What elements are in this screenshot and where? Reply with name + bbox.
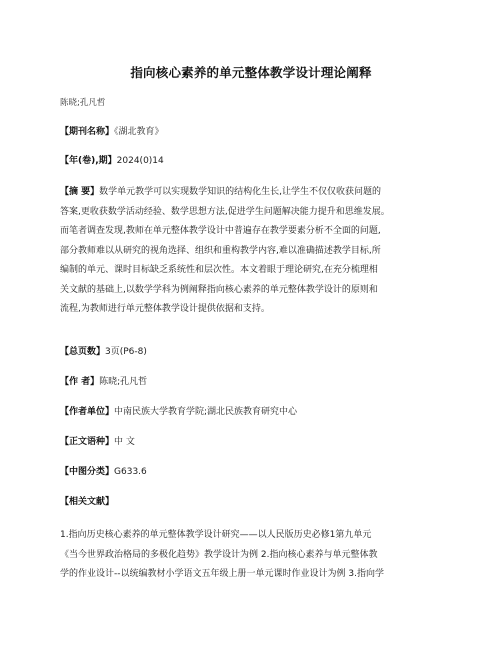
- abstract-line: 答案,更收获数学活动经验、数学思想方法,促进学生问题解决能力提升和思维发展。: [60, 206, 390, 217]
- journal-label: 【期刊名称】: [60, 127, 115, 137]
- page-title: 指向核心素养的单元整体教学设计理论阐释: [130, 65, 372, 80]
- abstract-line: 流程,为教师进行单元整体教学设计提供依据和支持。: [60, 304, 270, 314]
- pages-label: 【总页数】: [60, 347, 106, 357]
- reference-line: 1.指向历史核心素养的单元整体教学设计研究——以人民版历史必修1第九单元: [60, 530, 372, 540]
- affiliation-field: [60, 406, 297, 418]
- year-field: [60, 155, 164, 167]
- language-label: 【正文语种】: [60, 437, 115, 447]
- year-label: 【年(卷),期】: [60, 156, 117, 166]
- reference-line: 学的作业设计--以统编教材小学语文五年级上册一单元课时作业设计为例 3.指向学: [60, 569, 384, 579]
- abstract-label: 【摘 要】: [60, 187, 100, 197]
- classification-label: 【中图分类】: [60, 467, 115, 477]
- abstract-line: 部分教师难以从研究的视角选择、组织和重构教学内容,难以准确描述教学目标,所: [60, 245, 381, 256]
- abstract-line: [60, 183, 450, 203]
- pages-value: 3页(P6-8): [105, 347, 147, 357]
- authors-field: [60, 376, 147, 388]
- abstract-line: 关文献的基础上,以数学学科为例阐释指向核心素养的单元整体教学设计的原则和: [60, 284, 378, 295]
- author-byline: 陈晓;孔凡哲: [60, 98, 106, 108]
- affiliation-value: 中南民族大学教育学院;湖北民族教育研究中心: [114, 407, 298, 417]
- language-value: 中 文: [114, 437, 135, 447]
- language-field: [60, 436, 135, 448]
- classification-field: [60, 466, 147, 478]
- related-label: 【相关文献】: [60, 497, 115, 507]
- reference-line: 《当今世界政治格局的多极化趋势》教学设计为例 2.指向核心素养与单元整体教: [60, 549, 378, 560]
- authors-label: 【作 者】: [60, 377, 100, 387]
- journal-value: 《湖北教育》: [114, 127, 164, 137]
- authors-value: 陈晓;孔凡哲: [99, 377, 148, 387]
- abstract-line: 编制的单元、课时目标缺乏系统性和层次性。本文着眼于理论研究,在充分梳理相: [60, 265, 378, 275]
- journal-field: [60, 126, 164, 138]
- affiliation-label: 【作者单位】: [60, 407, 115, 417]
- abstract-block: [60, 183, 450, 320]
- references-block: [60, 526, 460, 585]
- classification-value: G633.6: [114, 467, 147, 477]
- related-heading: [60, 496, 114, 508]
- abstract-line: 而笔者调查发现,教师在单元整体教学设计中普遍存在教学要素分析不全面的问题,: [60, 226, 381, 236]
- abstract-text: 数学单元教学可以实现数学知识的结构化生长,让学生不仅仅收获问题的: [99, 187, 382, 197]
- year-value: 2024(0)14: [116, 156, 164, 166]
- pages-field: [60, 346, 147, 358]
